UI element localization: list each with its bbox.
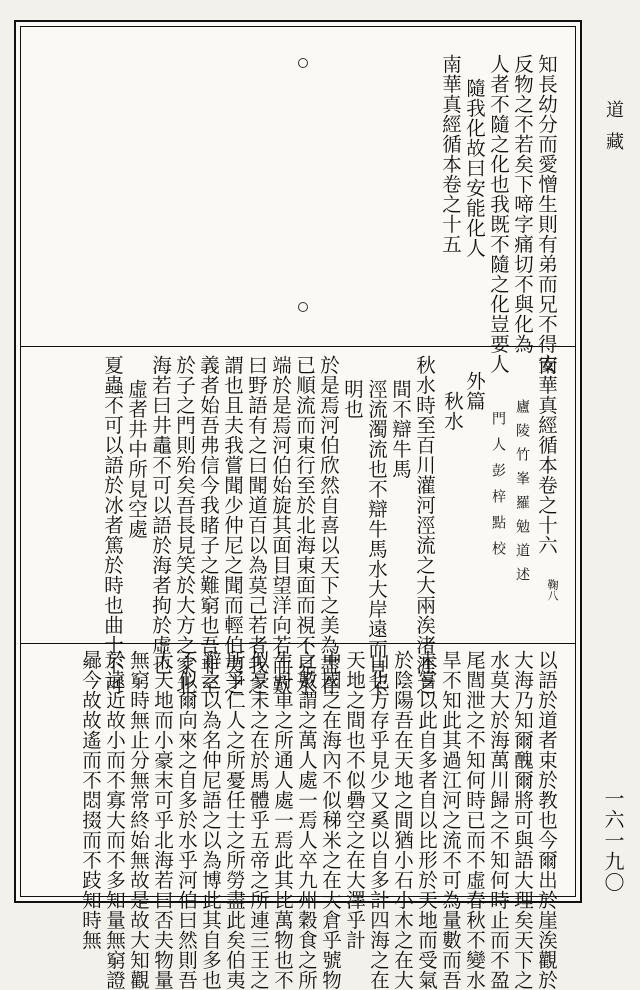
text-column: 知長幼分而愛憎生則有弟而兄不得安 xyxy=(535,54,558,374)
text-column: 隨我化故曰安能化人 xyxy=(463,78,486,258)
band-middle xyxy=(20,347,576,699)
text-column: 中國之在海內不似稊米之在大倉乎號物 xyxy=(319,650,342,990)
text-column: 於遠近故小而不寡大而不多知量無窮證 xyxy=(103,650,126,990)
text-column: 以語於道者束於教也今爾出於崖涘觀於 xyxy=(535,650,558,990)
text-column: 義者始吾弗信今我睹子之難窮也吾非至 xyxy=(197,355,220,695)
side-mark: 道藏 xyxy=(603,100,624,164)
text-column: 端於是焉河伯始旋其面目望洋向若而歎 xyxy=(269,355,292,695)
text-column: 水莫大於海萬川歸之不知何時止而不盈 xyxy=(487,650,510,990)
text-column: 山也方存乎見少又奚以自多計四海之在 xyxy=(367,650,390,990)
text-column: 似豪末之在於馬體乎五帝之所連三王之 xyxy=(247,650,270,990)
binding-hole-bottom xyxy=(298,302,308,312)
text-column: 於子之門則殆矣吾長見笑於大方之家北 xyxy=(173,355,196,695)
text-column: 於是焉河伯欣然自喜以天下之美為盡在 xyxy=(317,355,340,695)
text-column: 曰野語有之曰聞道百以為莫己若者我之 xyxy=(245,355,268,695)
text-column: 天地之間也不似礨空之在大澤乎計 xyxy=(343,650,366,950)
text-column: 曏今故故遙而不悶掇而不跂知時無 xyxy=(79,650,102,950)
binding-hole-top xyxy=(298,58,308,68)
text-column: 於陰陽吾在天地之間猶小石小木之在大 xyxy=(391,650,414,990)
text-column: 夏蟲不可以語於冰者篤於時也曲士不可 xyxy=(101,355,124,695)
text-column: 南華真經循本卷之十五 xyxy=(439,54,462,254)
text-column: 涇流濁流也不辯牛馬水大岸遠而見不 xyxy=(365,379,388,699)
page-folio: 一六一九〇 xyxy=(601,788,625,893)
text-column: 虛者井中所見空處 xyxy=(125,379,148,539)
text-column: 反物之不若矣下啼字痛切不與化為 xyxy=(511,54,534,354)
text-column: 未嘗以此自多者自以比形於天地而受氣 xyxy=(415,650,438,990)
chapter-label: 秋水 xyxy=(441,391,464,431)
text-column: 大天地而小豪末可乎北海若曰否夫物量 xyxy=(151,650,174,990)
page-frame xyxy=(14,20,582,990)
band-bottom xyxy=(20,644,576,990)
text-column: 辭之以為名仲尼語之以為博此其自多也 xyxy=(199,650,222,990)
editor-line: 門人彭梓點校 xyxy=(490,411,506,567)
title-mark: 鞠八 xyxy=(546,579,559,601)
text-column: 無窮時無止分無常終始無故是故大知觀 xyxy=(127,650,150,990)
text-column: 已順流而東行至於北海東面而視不見水 xyxy=(293,355,316,695)
text-column: 明也 xyxy=(341,379,364,419)
text-column: 秋水時至百川灌河涇流之大兩涘渚涯之 xyxy=(413,355,436,695)
text-column: 之數謂之萬人處一焉人卒九州穀食之所 xyxy=(295,650,318,990)
text-column: 海若曰井鼃不可以語於海者拘於虛也 xyxy=(149,355,172,675)
author-line: 廬陵竹峯羅勉道述 xyxy=(514,399,530,591)
text-column: 生舟車之所通人處一焉此其比萬物也不 xyxy=(271,650,294,990)
section-label: 外篇 xyxy=(463,371,486,411)
text-column: 謂也且夫我嘗聞少仲尼之聞而輕伯夷之 xyxy=(221,355,244,695)
text-column: 大海乃知爾醜爾將可與語大理矣天下之 xyxy=(511,650,534,990)
text-column: 不似爾向來之自多於水乎河伯曰然則吾 xyxy=(175,650,198,990)
text-column: 間不辯牛馬 xyxy=(389,379,412,479)
chapter-title: 南華真經循本卷之十六 xyxy=(535,355,558,555)
text-column: 尾閭泄之不知何時已而不虛春秋不變水 xyxy=(463,650,486,990)
text-column: 人者不隨之化也我既不隨之化豈要人 xyxy=(487,54,510,374)
text-column: 旱不知此其過江河之流不可為量數而吾 xyxy=(439,650,462,990)
band-top xyxy=(20,26,576,374)
text-column: 所爭仁人之所憂任士之所勞盡此矣伯夷 xyxy=(223,650,246,990)
